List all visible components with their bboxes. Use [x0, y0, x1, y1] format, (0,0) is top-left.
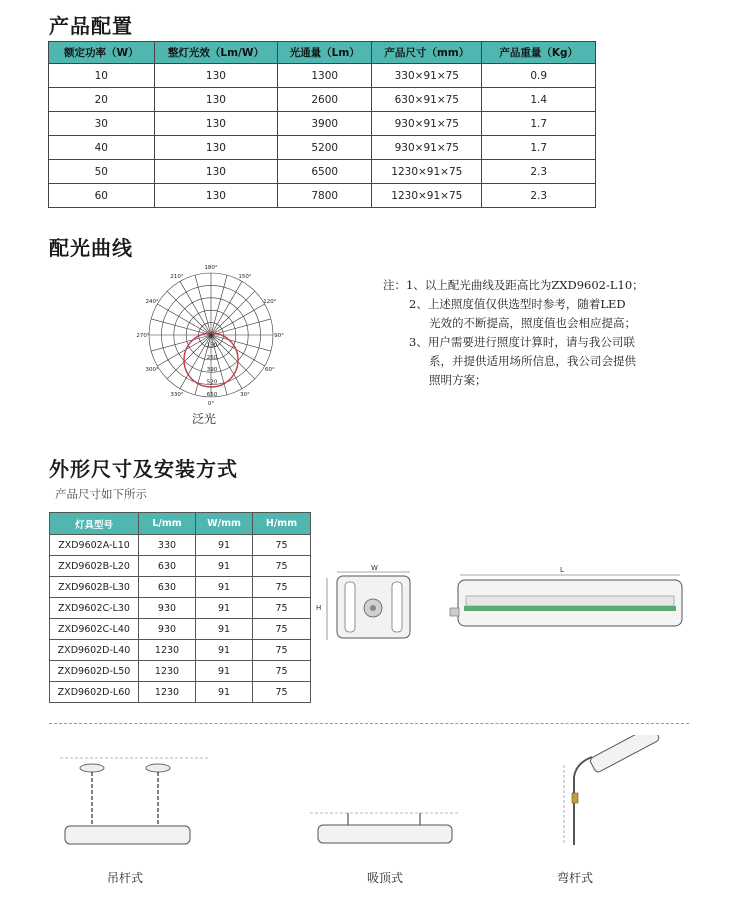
ceiling-mount-caption: 吸顶式: [367, 871, 404, 885]
note-line: 照明方案；: [429, 373, 487, 387]
dimension-header-cell: L/mm: [139, 513, 196, 535]
dimension-row: [50, 619, 311, 640]
polar-spoke: [180, 281, 211, 335]
polar-spoke: [157, 304, 211, 335]
polar-curve-diagram: [136, 260, 286, 410]
config-title: 产品配置: [49, 14, 133, 38]
angle-label: 30°: [240, 391, 250, 398]
dimension-row: [50, 682, 311, 703]
config-cell: 6500: [278, 160, 372, 184]
config-cell: 50: [49, 160, 155, 184]
config-cell: 130: [154, 88, 278, 112]
dimension-cell: 75: [253, 535, 311, 556]
polar-spoke: [167, 335, 211, 379]
config-row: [49, 88, 596, 112]
dimension-row: [50, 535, 311, 556]
angle-label: 120°: [263, 299, 277, 305]
config-cell: 10: [49, 64, 155, 88]
config-cell: 0.9: [482, 64, 596, 88]
config-cell: 2.3: [482, 184, 596, 208]
install-subtitle: 产品尺寸如下所示: [55, 487, 147, 501]
polar-spoke: [211, 335, 271, 351]
dimension-cell: 91: [196, 661, 253, 682]
config-row: [49, 112, 596, 136]
section-divider: [49, 723, 689, 724]
dimension-cell: ZXD9602B-L30: [50, 577, 139, 598]
config-cell: 40: [49, 136, 155, 160]
curve-caption: 泛光: [192, 412, 217, 426]
dimension-cell: 75: [253, 682, 311, 703]
angle-label: 330°: [170, 391, 184, 398]
note-line: 系，并提供适用场所信息，我公司会提供: [429, 354, 636, 368]
side-view-drawing: [448, 562, 698, 642]
config-cell: 130: [154, 64, 278, 88]
dimension-cell: 91: [196, 619, 253, 640]
config-cell: 60: [49, 184, 155, 208]
config-row: [49, 136, 596, 160]
angle-label: 90°: [274, 333, 284, 339]
polar-spoke: [151, 335, 211, 351]
dimension-header-cell: H/mm: [253, 513, 311, 535]
config-cell: 330×91×75: [372, 64, 482, 88]
note-line: 注：1、以上配光曲线及距高比为ZXD9602-L10；: [383, 278, 644, 292]
polar-spoke: [211, 304, 265, 335]
dimension-row: [50, 556, 311, 577]
config-cell: 130: [154, 184, 278, 208]
dimension-cell: 930: [139, 598, 196, 619]
angle-label: 240°: [145, 299, 159, 305]
dimension-cell: ZXD9602C-L30: [50, 598, 139, 619]
dimension-cell: 1230: [139, 682, 196, 703]
dimension-cell: 75: [253, 619, 311, 640]
radial-label: 520: [206, 379, 218, 386]
dimension-cell: 930: [139, 619, 196, 640]
pendant-mount-caption: 吊杆式: [107, 871, 144, 885]
bent-pole-mount-drawing: [562, 735, 672, 845]
config-cell: 3900: [278, 112, 372, 136]
note-line: 2、上述照度值仅供选型时参考，随着LED: [409, 297, 626, 311]
dimension-cell: 630: [139, 556, 196, 577]
height-dim-label: H: [316, 604, 322, 612]
config-header-cell: 额定功率（W）: [49, 42, 155, 64]
bent-pole-mount-caption: 弯杆式: [557, 871, 594, 885]
radial-label: 260: [206, 354, 218, 361]
config-row: [49, 64, 596, 88]
dimension-cell: 330: [139, 535, 196, 556]
config-header-cell: 整灯光效（Lm/W）: [154, 42, 278, 64]
width-dim-label: W: [371, 564, 378, 572]
config-cell: 1.4: [482, 88, 596, 112]
config-table: [48, 41, 596, 208]
dimension-cell: ZXD9602C-L40: [50, 619, 139, 640]
ceiling-mount-drawing: [310, 805, 460, 855]
dimension-cell: 91: [196, 556, 253, 577]
config-cell: 30: [49, 112, 155, 136]
radial-label: 130: [206, 342, 218, 349]
config-cell: 7800: [278, 184, 372, 208]
radial-label: 650: [206, 392, 218, 398]
config-cell: 20: [49, 88, 155, 112]
radial-label: 390: [206, 367, 218, 374]
config-cell: 1230×91×75: [372, 160, 482, 184]
pendant-mount-drawing: [60, 750, 210, 850]
polar-spoke: [151, 319, 211, 335]
polar-spoke: [211, 291, 255, 335]
angle-label: 300°: [145, 367, 159, 373]
config-row: [49, 160, 596, 184]
dimension-cell: 91: [196, 640, 253, 661]
angle-label: 150°: [238, 274, 252, 281]
dimension-cell: 75: [253, 577, 311, 598]
config-header-cell: 产品尺寸（mm）: [372, 42, 482, 64]
dimension-cell: 75: [253, 640, 311, 661]
angle-label: 60°: [265, 367, 275, 373]
config-cell: 2.3: [482, 160, 596, 184]
angle-label: 270°: [136, 333, 150, 339]
polar-spoke: [195, 275, 211, 335]
config-cell: 1230×91×75: [372, 184, 482, 208]
polar-spoke: [211, 275, 227, 335]
polar-spoke: [211, 319, 271, 335]
note-line: 3、用户需要进行照度计算时，请与我公司联: [409, 335, 635, 349]
dimension-header-cell: W/mm: [196, 513, 253, 535]
polar-spoke: [167, 291, 211, 335]
config-cell: 630×91×75: [372, 88, 482, 112]
dimension-cell: 1230: [139, 661, 196, 682]
dimension-cell: 91: [196, 577, 253, 598]
dimension-cell: ZXD9602D-L40: [50, 640, 139, 661]
dimension-cell: 91: [196, 535, 253, 556]
dimension-row: [50, 598, 311, 619]
dimension-row: [50, 640, 311, 661]
dimension-row: [50, 661, 311, 682]
note-line: 光效的不断提高，照度值也会相应提高；: [429, 316, 636, 330]
config-header-cell: 产品重量（Kg）: [482, 42, 596, 64]
dimension-cell: 75: [253, 661, 311, 682]
angle-label: 210°: [170, 274, 184, 281]
config-cell: 1300: [278, 64, 372, 88]
dimension-table: [49, 512, 311, 703]
dimension-cell: 630: [139, 577, 196, 598]
config-cell: 130: [154, 136, 278, 160]
dimension-cell: 75: [253, 598, 311, 619]
polar-spoke: [211, 281, 242, 335]
dimension-header-row: [50, 513, 311, 535]
end-view-drawing: [315, 562, 415, 642]
config-header-row: [49, 42, 596, 64]
config-cell: 1.7: [482, 112, 596, 136]
config-cell: 1.7: [482, 136, 596, 160]
config-cell: 930×91×75: [372, 136, 482, 160]
polar-spoke: [211, 335, 255, 379]
dimension-header-cell: 灯具型号: [50, 513, 139, 535]
install-title: 外形尺寸及安装方式: [49, 457, 238, 481]
dimension-cell: 91: [196, 598, 253, 619]
dimension-cell: ZXD9602D-L50: [50, 661, 139, 682]
config-cell: 2600: [278, 88, 372, 112]
dimension-cell: ZXD9602A-L10: [50, 535, 139, 556]
dimension-cell: 91: [196, 682, 253, 703]
curve-notes: [383, 276, 713, 390]
config-cell: 930×91×75: [372, 112, 482, 136]
config-row: [49, 184, 596, 208]
config-cell: 130: [154, 112, 278, 136]
angle-label: 180°: [204, 265, 218, 271]
dimension-cell: 75: [253, 556, 311, 577]
config-cell: 5200: [278, 136, 372, 160]
angle-label: 0°: [207, 401, 215, 407]
dimension-cell: ZXD9602B-L20: [50, 556, 139, 577]
dimension-cell: ZXD9602D-L60: [50, 682, 139, 703]
dimension-row: [50, 577, 311, 598]
dimension-cell: 1230: [139, 640, 196, 661]
curve-title: 配光曲线: [49, 236, 133, 260]
length-dim-label: L: [560, 566, 564, 574]
config-cell: 130: [154, 160, 278, 184]
config-header-cell: 光通量（Lm）: [278, 42, 372, 64]
